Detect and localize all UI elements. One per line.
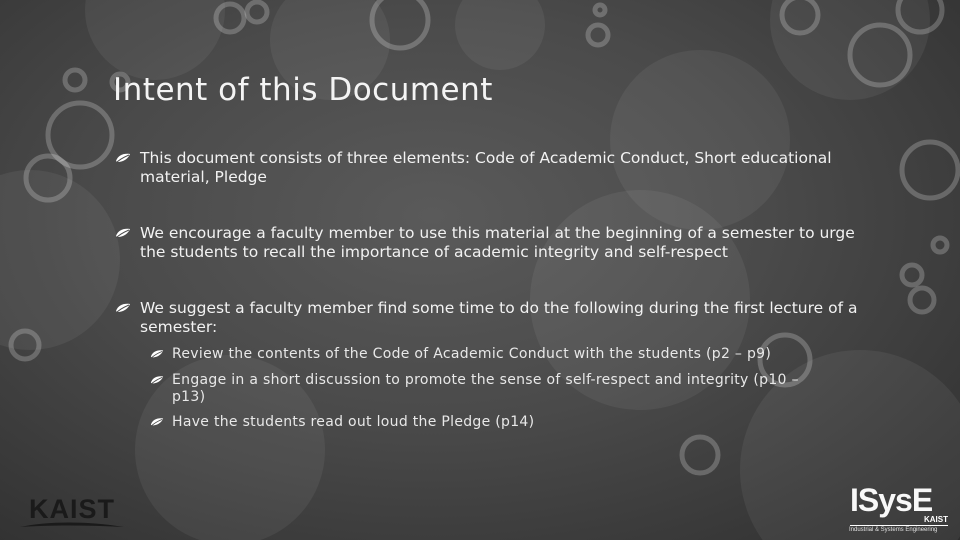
isyse-logo-text: ISysE [850,482,933,518]
bullet-text: We encourage a faculty member to use this material at the beginning of a semester to urge the students to recall the importance of academic integrity and self-respect [140,224,855,261]
sub-bullet-item [172,414,832,431]
sub-bullet-text: Have the students read out loud the Pledge (p14) [172,414,535,430]
leaf-bullet-icon [149,347,165,361]
isyse-logo-department: Industrial & Systems Engineering [849,527,938,533]
bullet-text: We suggest a faculty member find some time to do the following during the first lecture of a semester: [140,299,858,336]
leaf-bullet-icon [114,150,132,166]
sub-bullet-text: Engage in a short discussion to promote the sense of self-respect and integrity (p10 – p13) [172,372,799,405]
sub-bullet-item [172,346,852,363]
leaf-bullet-icon [114,300,132,316]
slide-title: Intent of this Document [113,72,493,108]
isyse-logo-rule [850,525,948,526]
isyse-logo [846,484,958,540]
bullet-text: This document consists of three elements: Code of Academic Conduct, Short educational material, Pledge [140,149,832,186]
sub-bullet-item [172,372,832,406]
bullet-item [140,299,860,337]
leaf-bullet-icon [149,415,165,429]
kaist-logo-text: KAIST [29,494,115,524]
bullet-item [140,224,870,262]
kaist-logo [18,494,126,532]
sub-bullet-text: Review the contents of the Code of Academic Conduct with the students (p2 – p9) [172,346,772,362]
leaf-bullet-icon [149,373,165,387]
isyse-logo-kaist: KAIST [924,515,948,524]
bullet-item [140,149,860,187]
leaf-bullet-icon [114,225,132,241]
